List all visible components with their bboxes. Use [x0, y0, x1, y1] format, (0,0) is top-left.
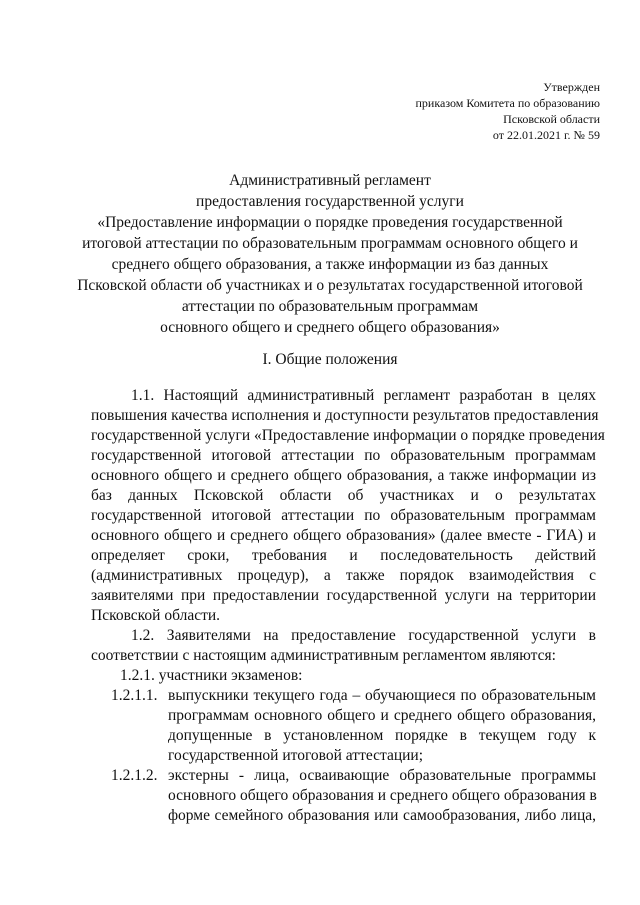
paragraph-line: государственной итоговой аттестации по образовательным программам: [91, 447, 596, 464]
paragraph-1-1: [91, 386, 605, 626]
item-line: государственной итоговой аттестации;: [168, 747, 424, 764]
document-title: [60, 170, 600, 338]
item-line: выпускники текущего года – обучающиеся по образовательным: [168, 687, 596, 704]
title-line: итоговой аттестации по образовательным программам основного общего и: [82, 235, 578, 252]
paragraph-line: государственной итоговой аттестации по образовательным программам: [91, 507, 596, 524]
title-line: аттестации по образовательным программам: [181, 298, 479, 315]
document-body: [91, 386, 605, 826]
paragraph-line: соответствии с настоящим административным регламентом являются:: [91, 647, 556, 664]
approval-stamp: [416, 79, 601, 143]
paragraph-line: определяет сроки, требования и последовательность действий: [91, 547, 596, 564]
item-first-line: [91, 686, 596, 706]
paragraph-line: повышения качества исполнения и доступности результатов предоставления: [91, 407, 599, 424]
paragraph-line: основного общего и среднего общего образования» (далее вместе - ГИА) и: [91, 527, 596, 544]
paragraph-line: заявителями при предоставлении государственной услуги на территории: [91, 587, 596, 604]
item-first-line: [91, 766, 596, 786]
item-line: допущенные в установленном порядке в текущем году к: [168, 727, 596, 744]
paragraph-line: баз данных Псковской области об участниках и о результатах: [91, 487, 596, 504]
title-line: Псковской области об участниках и о результатах государственной итоговой: [77, 277, 583, 294]
title-line: предоставления государственной услуги: [196, 193, 464, 210]
approval-line-order: приказом Комитета по образованию: [415, 96, 600, 110]
approval-line-approved: Утвержден: [543, 80, 600, 94]
paragraph-1-2: [91, 626, 596, 666]
item-1-2-1: 1.2.1. участники экзаменов:: [120, 667, 303, 684]
paragraph-line: 1.2. Заявителями на предоставление государственной услуги в: [131, 627, 596, 644]
item-line: программам основного общего и среднего общего образования,: [168, 707, 596, 724]
item-line: основного общего образования и среднего общего образования в: [168, 787, 597, 804]
paragraph-line: основного общего и среднего общего образования, а также информации из: [91, 467, 596, 484]
title-line: основного общего и среднего общего образования»: [160, 319, 500, 336]
item-number: 1.2.1.2.: [111, 767, 158, 784]
title-line: «Предоставление информации о порядке проведения государственной: [97, 214, 563, 231]
paragraph-line: (административных процедур), а также порядок взаимодействия с: [91, 567, 596, 584]
approval-line-region: Псковской области: [503, 112, 600, 126]
title-line: Административный регламент: [229, 172, 431, 189]
title-line: среднего общего образования, а также информации из баз данных: [111, 256, 549, 273]
item-line: форме семейного образования или самообразования, либо лица,: [168, 807, 596, 824]
paragraph-line: Псковской области.: [91, 607, 221, 624]
approval-line-date-number: от 22.01.2021 г. № 59: [492, 128, 600, 142]
item-line: экстерны - лица, осваивающие образовательные программы: [168, 767, 596, 784]
item-1-2-1-2: [91, 766, 596, 826]
paragraph-line: государственной услуги «Предоставление информации о порядке проведения: [91, 427, 605, 444]
item-number: 1.2.1.1.: [111, 687, 158, 704]
item-1-2-1-1: [91, 686, 596, 766]
section-heading: I. Общие положения: [262, 351, 398, 368]
paragraph-line: 1.1. Настоящий административный регламент разработан в целях: [131, 387, 596, 404]
